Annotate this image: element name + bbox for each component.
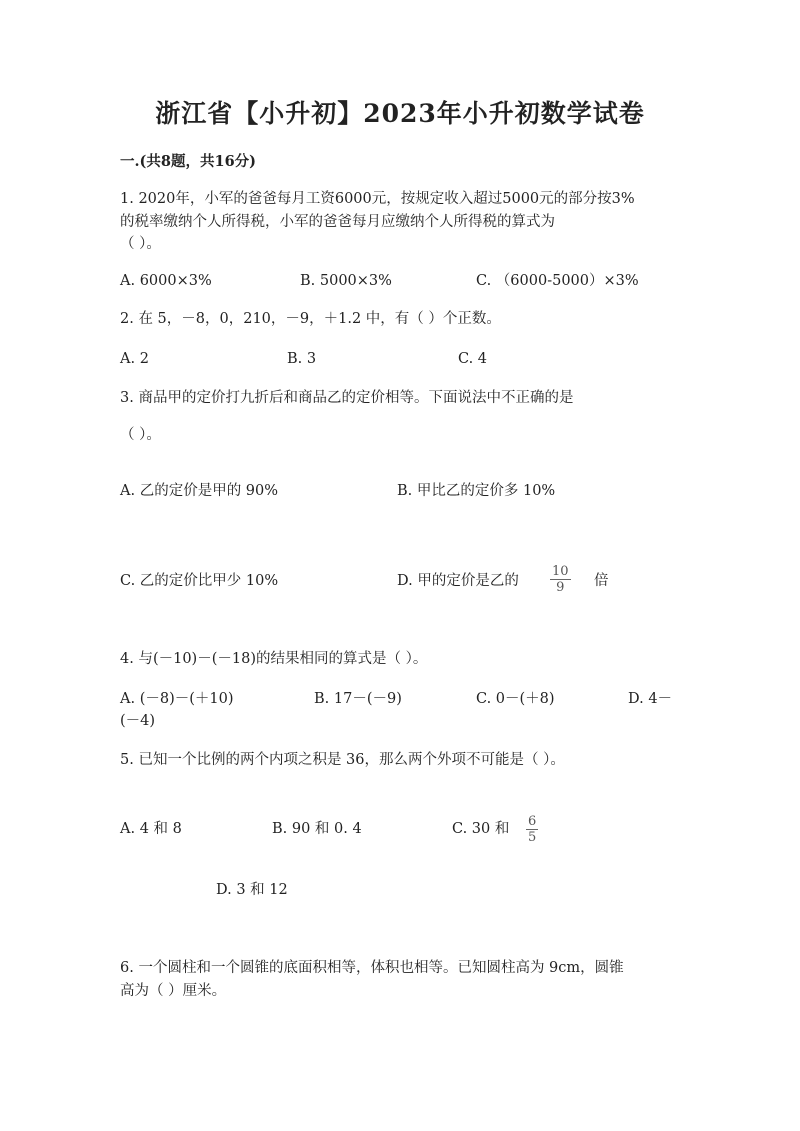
fraction-denominator: 5 — [528, 830, 537, 845]
question-5-option-a: A. 4 和 8 — [120, 821, 182, 837]
question-3-option-c: C. 乙的定价比甲少 10% — [120, 573, 279, 589]
question-1-option-a: A. 6000×3% — [120, 273, 212, 289]
question-4-option-b: B. 17－(－9) — [314, 691, 402, 707]
question-2-option-c: C. 4 — [458, 351, 488, 367]
question-6-line-1: 6. 一个圆柱和一个圆锥的底面积相等，体积也相等。已知圆柱高为 9cm，圆锥 — [120, 960, 624, 976]
question-4-option-d-continued: (－4) — [120, 713, 156, 729]
question-1-line-2: 的税率缴纳个人所得税，小军的爸爸每月应缴纳个人所得税的算式为 — [120, 214, 555, 230]
question-4-option-c: C. 0－(＋8) — [476, 691, 555, 707]
question-3-option-d-suffix: 倍 — [594, 573, 609, 589]
question-3-option-a: A. 乙的定价是甲的 90% — [120, 483, 279, 499]
question-4-text: 4. 与(－10)－(－18)的结果相同的算式是（ ）。 — [120, 651, 428, 667]
fraction-numerator: 10 — [552, 564, 569, 579]
question-5-option-d: D. 3 和 12 — [216, 882, 288, 898]
question-4-option-d: D. 4－ — [628, 691, 673, 707]
question-5-option-c-prefix: C. 30 和 — [452, 821, 510, 837]
question-5-option-c-fraction — [526, 814, 538, 845]
question-6-line-2: 高为（ ）厘米。 — [120, 983, 227, 999]
question-5-option-b: B. 90 和 0. 4 — [272, 821, 362, 837]
question-1-option-c: C. （6000-5000）×3% — [476, 273, 639, 289]
question-5-text: 5. 已知一个比例的两个内项之积是 36，那么两个外项不可能是（ ）。 — [120, 752, 565, 768]
question-1-option-b: B. 5000×3% — [300, 273, 392, 289]
question-3-option-d-prefix: D. 甲的定价是乙的 — [397, 573, 519, 589]
fraction-denominator: 9 — [556, 580, 565, 595]
question-3-option-b: B. 甲比乙的定价多 10% — [397, 483, 556, 499]
page-title: 浙江省【小升初】2023年小升初数学试卷 — [155, 99, 645, 128]
question-1-line-3: （ ）。 — [120, 236, 161, 252]
question-1-line-1: 1. 2020年，小军的爸爸每月工资6000元，按规定收入超过5000元的部分按3% — [120, 191, 635, 207]
question-4-option-a: A. (－8)－(＋10) — [120, 691, 234, 707]
question-2-text: 2. 在 5，－8，0，210，－9，＋1.2 中，有（ ）个正数。 — [120, 311, 501, 327]
question-3-line-1: 3. 商品甲的定价打九折后和商品乙的定价相等。下面说法中不正确的是 — [120, 390, 574, 406]
question-3-line-2: （ ）。 — [120, 427, 161, 443]
question-2-option-a: A. 2 — [120, 351, 149, 367]
fraction-numerator: 6 — [528, 814, 537, 829]
section-header: 一.(共8题，共16分) — [120, 153, 257, 170]
question-2-option-b: B. 3 — [287, 351, 317, 367]
question-3-option-d-fraction — [550, 564, 571, 595]
